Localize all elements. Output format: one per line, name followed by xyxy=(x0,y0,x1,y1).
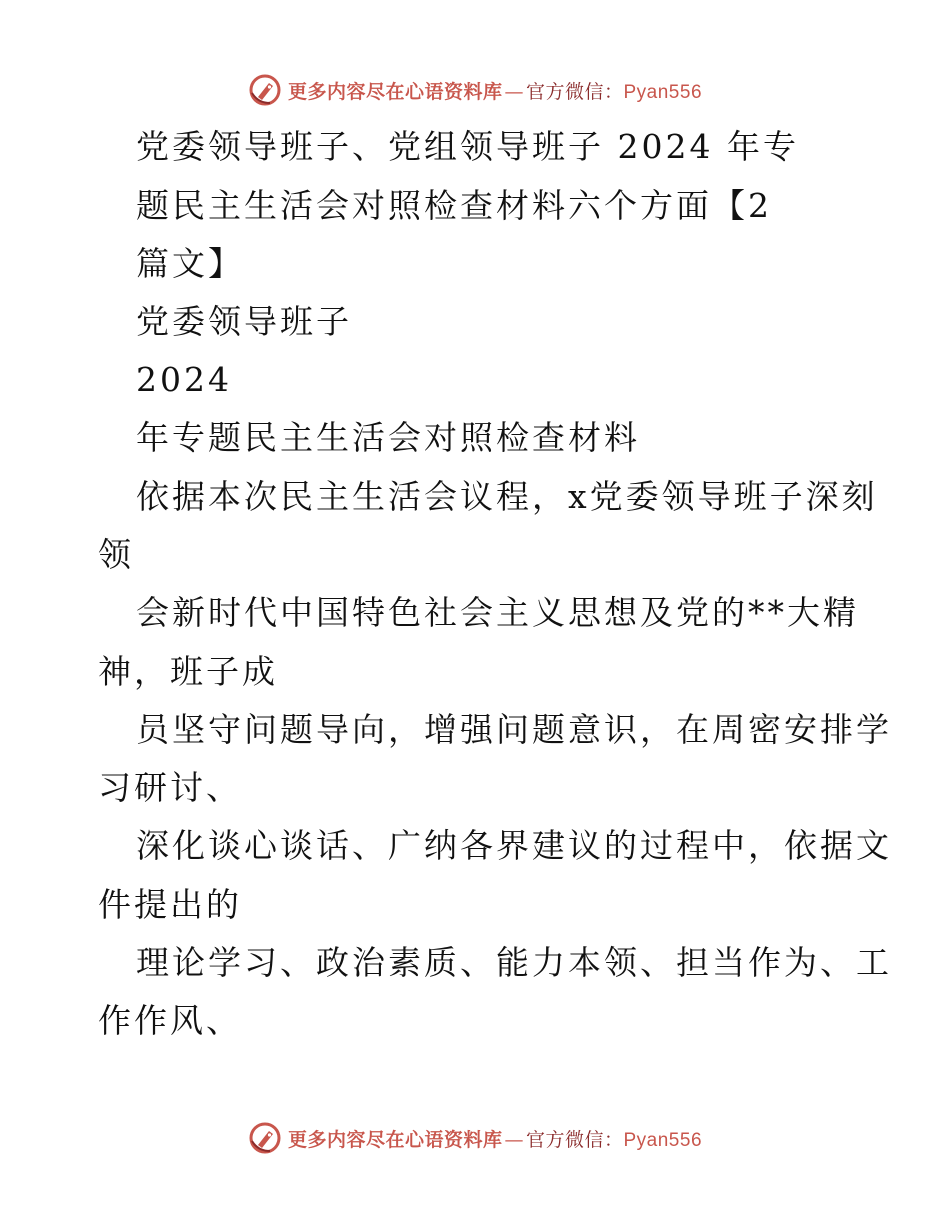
banner-account-id: Pyan556 xyxy=(623,1129,703,1151)
banner-wechat-label: 官方微信： xyxy=(525,1128,624,1151)
paragraph-line: 依据本次民主生活会议程，x党委领导班子深刻 xyxy=(136,477,878,516)
banner-main-text: 更多内容尽在心语资料库 xyxy=(287,1128,503,1151)
section-heading-line-1: 党委领导班子 xyxy=(136,302,352,341)
paragraph-line: 会新时代中国特色社会主义思想及党的**大精 xyxy=(136,593,859,632)
section-heading-line-2: 2024 xyxy=(136,360,232,399)
banner-separator: — xyxy=(504,80,524,103)
banner-main-text: 更多内容尽在心语资料库 xyxy=(287,80,503,103)
header-watermark-banner xyxy=(0,70,950,110)
pen-nib-logo-icon xyxy=(248,1121,282,1155)
title-line-2: 题民主生活会对照检查材料六个方面【2 xyxy=(136,186,772,225)
title-line-3: 篇文】 xyxy=(136,244,244,283)
banner-wechat-label: 官方微信： xyxy=(525,80,624,103)
paragraph-line: 神，班子成 xyxy=(98,652,278,691)
banner-separator: — xyxy=(504,1128,524,1151)
paragraph-line: 领 xyxy=(98,535,134,574)
banner-account-id: Pyan556 xyxy=(623,81,703,103)
paragraph-line: 习研讨、 xyxy=(98,768,242,807)
section-heading-line-3: 年专题民主生活会对照检查材料 xyxy=(136,418,640,457)
paragraph-line: 理论学习、政治素质、能力本领、担当作为、工 xyxy=(136,943,892,982)
title-line-1: 党委领导班子、党组领导班子 2024 年专 xyxy=(136,127,799,166)
pen-nib-logo-icon xyxy=(248,73,282,107)
paragraph-line: 作作风、 xyxy=(98,1001,242,1040)
paragraph-line: 员坚守问题导向，增强问题意识，在周密安排学 xyxy=(136,710,892,749)
paragraph-line: 件提出的 xyxy=(98,885,242,924)
footer-watermark-banner xyxy=(0,1118,950,1158)
paragraph-line: 深化谈心谈话、广纳各界建议的过程中，依据文 xyxy=(136,826,892,865)
